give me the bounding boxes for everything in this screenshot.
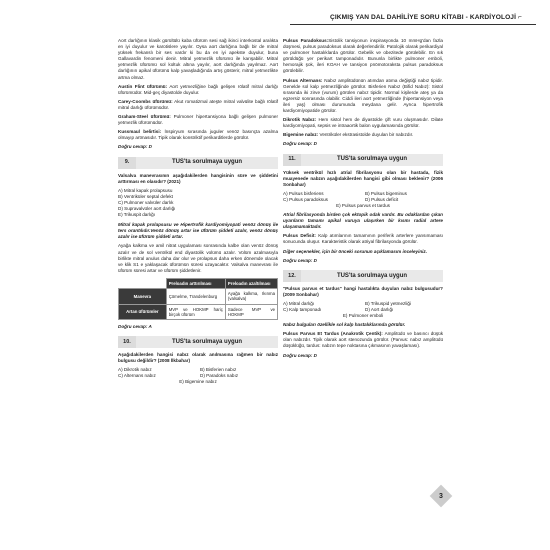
page-number-badge [430,485,453,508]
answer-q9: Doğru cevap: A [118,323,152,329]
header-title: ÇIKMIŞ YAN DAL DAHİLİYE SORU KİTABI - KARDİYOLOJİ ⌐ [330,14,522,21]
paragraph-pulsus-alternans [283,78,443,115]
table-row [119,289,278,304]
explanation-9-b: Ayağa kalkma ve amil nitrat uygulaması sonrasında kalbe olan venöz dönüş azalır ve de sol ventrikül end diyastolik volümü azalır. Volüm azalmasıyla birlikte mitral anulus daha dar olur ve prolapsus daha erken dönemde olacak ve klik S1 e yaklaşacak üfürümün süresi uzayacaktır. Valsalva manevrası ile üfürüm süresi artar ve üfürüm şiddetlenir. [118,243,278,273]
question-stem-11: Yüksek ventrikül hızlı atrial fibrilasyonu olan bir hastada, fizik muayenede nabzın aşağıdakilerden hangisi gibi olması beklenir? (2006 Sonbahar) [283,169,443,187]
text-pulsus-alternans: Nabız amplitüdünün atımdan atıma değiştiği nabız tipidir. Genelde sol kalp yetmezliğinde görülür. Bisferien Nabız (Bifid Nabız): Sistol sırasında iki zirve (vurum) görülen nabız tipidir. Normal kişilerde ateş ya da egzersiz sonrasında olabilir. Ciddi ileri aort yetmezliğinde (hipertansiyon veya ileri yaş) olması durumunda meydana gelir. Ayrıca hipertrofik kardiyomiyopatide görülür. [283,77,443,114]
table-cell: Çömelme, Trandelenburg [166,289,225,304]
question-tag: TUS'ta sorulmaya uygun [301,154,443,166]
option-d: D) Pulsus deficit [365,196,399,202]
page-number: 3 [439,492,443,500]
text-pulsus-paradoksus: Sistolik tansiyonun inspirasyonda 10 mmHg'dan fazla düşmesi, pulsus paradoksus olarak değerlendirilir. Patolojik olarak perikardiyal ve pulmoner hastalıklarda görülür. Gebelik ve obezitede görülebilir. En sık görüldüğü yer perikart tamponadıdır. Bununla birlikte pulmoner emboli, hemorajik şok, ileri KOAH ve tansiyon pnömotoraksta pulsus paradoksus görülebilir. [283,38,443,74]
option-b: B) Pulsus bigeminus [365,190,407,196]
term-pulsus-defisit: Pulsus Defisit: [283,233,316,239]
table-row-header: Manevra [119,289,167,304]
text-carey-coombs: Akut romatizmal ateşte mitral valvülite bağlı rölatif mitral darlığı üfürümüdür. [118,98,278,110]
answer-q11: Doğru cevap: D [283,257,317,263]
option-b: B) Trikuspid yetmezliği [365,300,411,306]
question-stem-9: Valsalva manevrasının aşağıdakilerden hangisinin süre ve şiddetini arttırması en olasıdır? (2021) [118,172,278,184]
text-austin-flint: Aort yetmezliğine bağlı gelişen rölatif mitral darlığı üfürümüdür. Mid-geç diyastolde duyulur. [118,83,278,95]
option-e: E) Bigemine nabız [179,379,217,385]
paragraph-aort-darligi: Aort darlığının klasik gürültülü kaba üfürüm sesi sağ ikinci interkostal aralıkta en iyi duyulur ve karotislere yayılır. Oysa aort darlığına bağlı bir de mitral yüksek frekanslı bir ses vardır ki bu da en iyi apekste duyulur, buna Gallavardin fenomeni denir. Mitral yetmezlik üfürümü ile karışabilir. Mitral yetmezlik üfürümü sol koltuk altına yayılır, aort darlığında yayılmaz. Aort darlığının apikal üfürümü kalp yavaşladığında artış gösterir, mitral yetmezlikte artma olmaz. [118,38,278,80]
term-kussmaul: Kussmaul belirtisi: [118,129,162,135]
option-e: E) Pulmoner emboli [342,313,384,319]
option-a: A) Pulsus bisferiens [283,190,324,196]
answer-q12: Doğru cevap: D [283,352,317,358]
table-col-header: Preloadın arttırılması [166,278,225,288]
question-number: 10. [118,336,136,348]
option-list-9 [118,188,278,218]
question-header-9 [118,157,278,169]
left-column [118,38,278,388]
option-e: E) Pulsus parvus et tardus [336,202,390,208]
table-header-row [119,278,278,288]
answer-q10: Doğru cevap: D [283,141,317,147]
question-tag: TUS'ta sorulmaya uygun [301,270,443,282]
table-col-header: Preloadın azaltılması [225,278,277,288]
option-a: A) Dikrotik nabız [118,367,152,373]
paragraph-pulsus-paradoksus [283,38,443,75]
term-pulsus-alternans: Pulsus Alternans: [283,77,323,83]
paragraph-carey-coombs [118,99,278,111]
text-pulsus-parvus: Amplitüdü ve basıncı düşük olan nabızdır. Tipik olarak aort stenozunda görülür. (Parvus: nabız amplitüdü düşüklüğü, tardus: nabzın tepe noktasına çıkmasının yavaşlaması). [283,331,443,349]
explanation-11-c: Diğer seçenekler, için bir önceki sorunun açıklamasını inceleyiniz. [283,248,427,254]
text-pulsus-defisit: Kalp atımlarının tamamının periferik arterlere yansımaması sonucunda oluşur. Karakteristik olarak atriyal fibrilasyonda görülür. [283,233,443,245]
table-row [119,304,278,319]
question-tag: TUS'ta sorulmaya uygun [136,336,278,348]
option-e: E) Trikuspit darlığı [118,212,156,218]
text-bigemine: Ventriküler ekstrasistolde duyulan bir nabızdır. [318,132,414,138]
option-d: D) Aort darlığı [365,307,394,312]
option-a: A) Mitral kapak prolapsusu [118,187,173,193]
question-number: 11. [283,154,301,166]
table-corner [119,278,167,288]
option-d: D) Supravalvüler aort darlığı [118,205,176,211]
paragraph-bigemine [283,132,443,138]
question-tag: TUS'ta sorulmaya uygun [136,157,278,169]
header-rule [290,24,536,25]
option-c: C) Alternans nabız [118,373,156,379]
question-stem-12: "Pulsus parvus et tardus" hangi hastalıkta duyulan nabız bulgusudur? (2009 Sonbahar) [283,285,443,297]
paragraph-austin-flint [118,84,278,96]
term-dikrotik: Dikrotik Nabız: [283,117,317,123]
question-stem-10: Aşağıdakilerden hangisi nabız olarak anılmasına rağmen bir nabız bulgusu değildir? (2008 İlkbahar) [118,352,278,364]
answer-q8: Doğru cevap: D [118,144,152,150]
page-header [330,14,536,28]
question-number: 12. [283,270,301,282]
option-c: C) Pulsus paradoksus [283,196,328,202]
option-grid-12 [283,301,443,319]
term-pulsus-paradoksus: Pulsus Paradoksus: [283,38,329,43]
option-b: B) Bisferien nabız [200,367,237,373]
paragraph-dikrotik [283,117,443,129]
explanation-11-a: Atrial fibrilasyonda birden çok ektopik odak vardır. Bu odaklardan çıkan uyarıların tamamı apikal vuruya ulaşırken bir kısmı radial artere ulaşamamaktadır. [283,212,443,230]
text-dikrotik: Hem sistol hem de diyastolde çift vuru oluşmasıdır. Dilate kardiyomiyopati, sepsis ve intraaortik balon uygulamasında görülür. [283,117,443,129]
explanation-11-b [283,233,443,245]
paragraph-graham-steel [118,114,278,126]
option-c: C) Pulmoner valvüler darlık [118,199,174,205]
option-grid-11 [283,191,443,209]
explanation-12-b [283,331,443,349]
option-a: A) Mitral darlığı [283,300,315,306]
explanation-12-a: Nabız bulguları özellikle sol kalp hastalıklarında görülür. [283,322,406,328]
term-carey-coombs: Carey-Coombs üfürümü: [118,98,173,104]
text-graham-steel: Pulmoner hipertansiyona bağlı gelişen pulmoner yetmezlik üfürümüdür. [118,114,278,126]
explanation-9-a: Mitral kapak prolapsusu ve Hipertrofik kardiyomiyopati venöz dönüş ile ters orantılıdır.Venöz dönüş artar ise üfürüm şiddeti azalır, venöz dönüş azalır ise üfürüm şiddeti artar. [118,222,278,240]
question-number: 9. [118,157,136,169]
term-graham-steel: Graham-Steel üfürümü: [118,114,171,120]
option-d: D) Paradoks nabız [200,373,239,379]
table-row-header: Artan üfürümler [119,304,167,319]
term-pulsus-parvus: Pulsus Parvus Et Tardus (Anakrotik Çentik): [283,331,383,337]
preload-table [118,278,278,320]
option-grid-10 [118,367,278,385]
question-header-11 [283,154,443,166]
right-column [283,38,443,363]
table-cell: Sadece MVP ve HOKMP [225,304,277,319]
paragraph-kussmaul [118,129,278,141]
question-header-12 [283,270,443,282]
question-header-10 [118,336,278,348]
term-bigemine: Bigemine nabız: [283,132,319,138]
option-c: C) Kalp tamponadı [283,307,322,312]
table-cell: Ayağa kalkma, Ikınma (valsalva) [225,289,277,304]
text-kussmaul: İnspiryum sırasında juguler venöz basınçta azalma olmayıp artmasıdır. Tipik olarak konstriktif perikarditlerde görülür. [118,129,279,141]
table-cell: MVP ve HOKMP hariç birçok üfürüm [166,304,225,319]
term-austin-flint: Austin Flint üfürümü: [118,83,168,89]
option-b: B) Ventriküler septal defekt [118,193,173,199]
